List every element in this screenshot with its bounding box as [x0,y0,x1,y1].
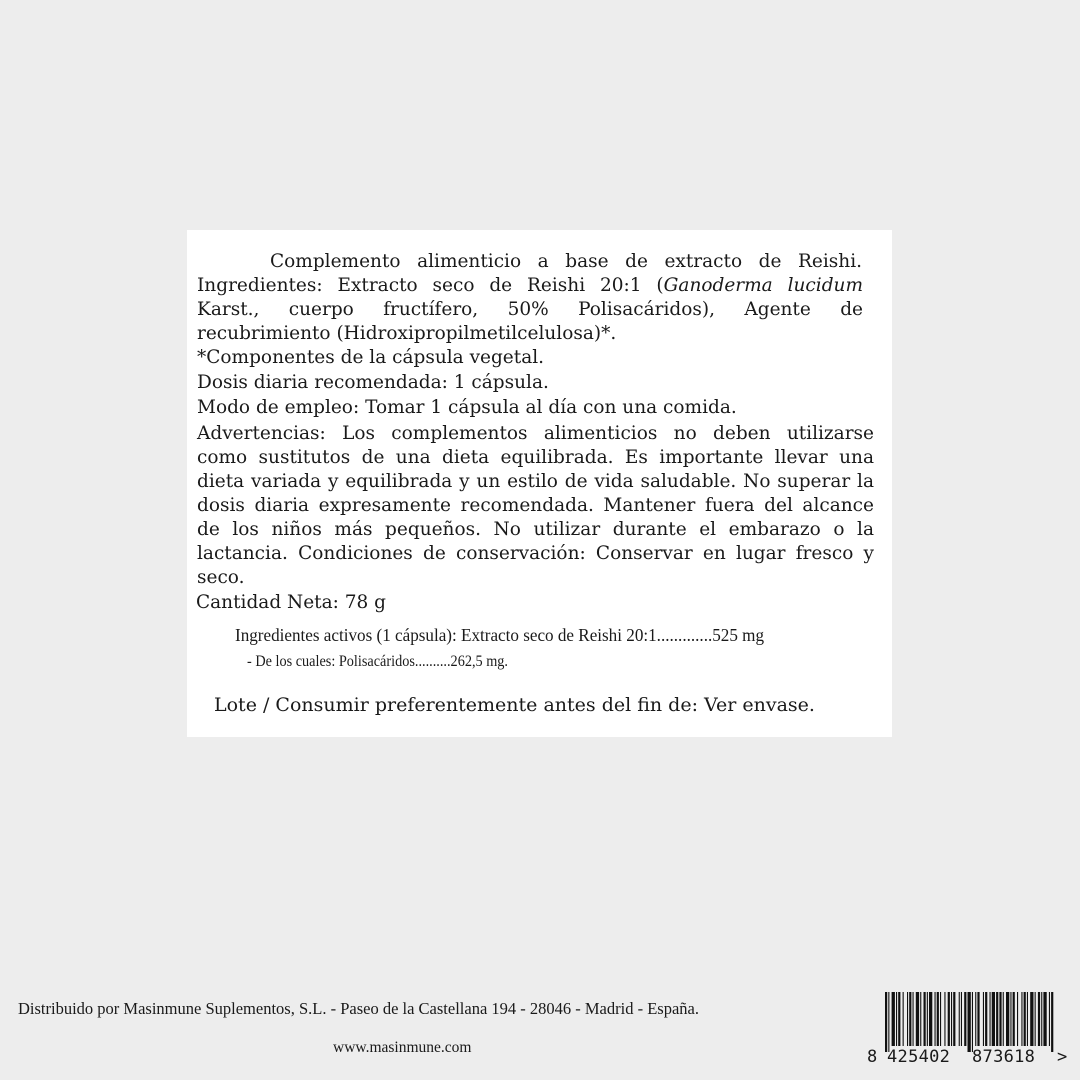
barcode-bar [1051,992,1053,1052]
barcode-bar [916,992,919,1046]
barcode-bar [1003,992,1004,1046]
barcode-bar [972,992,973,1052]
warnings-paragraph [197,422,874,590]
barcode-bar [1017,992,1018,1046]
barcode-bar [1041,992,1042,1046]
barcode-bar [1049,992,1050,1046]
barcode-bar [927,992,928,1046]
barcode-bar [885,992,887,1052]
distributor-info: Distribuido por Masinmune Suplementos, S.L. - Paseo de la Castellana 194 - 28046 - Madrid - España. [18,999,699,1018]
barcode-bar [896,992,897,1046]
barcode-bar [935,992,936,1046]
barcode-arrow: > [1057,1047,1068,1067]
ingredients-species: Ganoderma lucidum [663,275,863,296]
barcode-digit-group-left: 425402 [887,1047,951,1067]
barcode-bar [1013,992,1015,1046]
barcode-bar [924,992,926,1046]
barcode-bar [1006,992,1009,1046]
barcode-bar [975,992,976,1046]
barcode-bar [940,992,941,1046]
warnings-line: dieta variada y equilibrada y un estilo de vida saludable. No superar la [197,471,874,492]
barcode-bar [1035,992,1036,1046]
barcode-bar [948,992,950,1046]
barcode-bar [1030,992,1033,1046]
warnings-line: Advertencias: Los complementos alimenticios no deben utilizarse [197,423,874,444]
usage-instructions: Modo de empleo: Tomar 1 cápsula al día con una comida. [197,397,737,418]
barcode-bar [909,992,911,1046]
barcode-bar [920,992,921,1046]
batch-expiry-note: Lote / Consumir preferentemente antes del fin de: Ver envase. [214,694,815,716]
barcode-bar [898,992,900,1046]
ingredients-text: Ingredientes: Extracto seco de Reishi 20:1 ( [197,275,664,296]
barcode [867,992,1073,1072]
barcode-bar [937,992,939,1046]
barcode-bar [1027,992,1028,1046]
barcode-bar [999,992,1001,1046]
ingredients-paragraph [197,274,863,346]
barcode-bar [903,992,904,1046]
ingredients-line-2: Karst., cuerpo fructífero, 50% Polisacáridos), Agente de [197,299,863,320]
barcode-bar [888,992,889,1052]
barcode-bar [913,992,914,1046]
label-intro: Complemento alimenticio a base de extracto de Reishi. [270,251,862,272]
barcode-bar [1038,992,1040,1046]
warnings-line: como sustitutos de una dieta equilibrada. Es importante llevar una [197,447,874,468]
barcode-bar [977,992,979,1046]
barcode-bars [867,992,1073,1052]
warnings-line: dosis diaria expresamente recomendada. Mantener fuera del alcance [197,495,874,516]
website-link[interactable]: www.masinmune.com [333,1039,472,1056]
barcode-bar [959,992,960,1046]
barcode-bar [983,992,984,1046]
daily-dose: Dosis diaria recomendada: 1 cápsula. [197,372,549,393]
warnings-line: lactancia. Condiciones de conservación: Conservar en lugar fresco y [197,543,874,564]
barcode-bar [892,992,895,1046]
barcode-bar [953,992,955,1046]
polysaccharides-content: - De los cuales: Polisacáridos..........262,5 mg. [247,653,509,670]
ingredients-line-3: recubrimiento (Hidroxipropilmetilcelulosa)*. [197,323,617,344]
barcode-bar [992,992,995,1046]
ingredients-line-1 [197,274,863,298]
barcode-bar [951,992,952,1046]
barcode-bar [964,992,966,1046]
barcode-bar [1024,992,1026,1046]
capsule-note: *Componentes de la cápsula vegetal. [197,347,545,368]
active-ingredients: Ingredientes activos (1 cápsula): Extracto seco de Reishi 20:1.............525 mg [235,625,765,645]
barcode-bar [1010,992,1011,1046]
warnings-line: seco. [197,567,245,588]
warnings-line: de los niños más pequeños. No utilizar durante el embarazo o la [197,519,874,540]
barcode-bar [968,992,971,1052]
barcode-bar [929,992,932,1046]
barcode-digit-prefix: 8 [867,1047,878,1067]
barcode-digit-group-right: 873618 [972,1047,1036,1067]
barcode-bar [990,992,991,1046]
barcode-bar [1021,992,1022,1046]
barcode-bar [961,992,962,1046]
net-quantity: Cantidad Neta: 78 g [196,592,387,613]
barcode-bar [907,992,908,1046]
barcode-bar [1043,992,1046,1046]
product-label [187,230,892,737]
barcode-bar [944,992,945,1046]
barcode-bar [996,992,998,1046]
barcode-bar [985,992,987,1046]
